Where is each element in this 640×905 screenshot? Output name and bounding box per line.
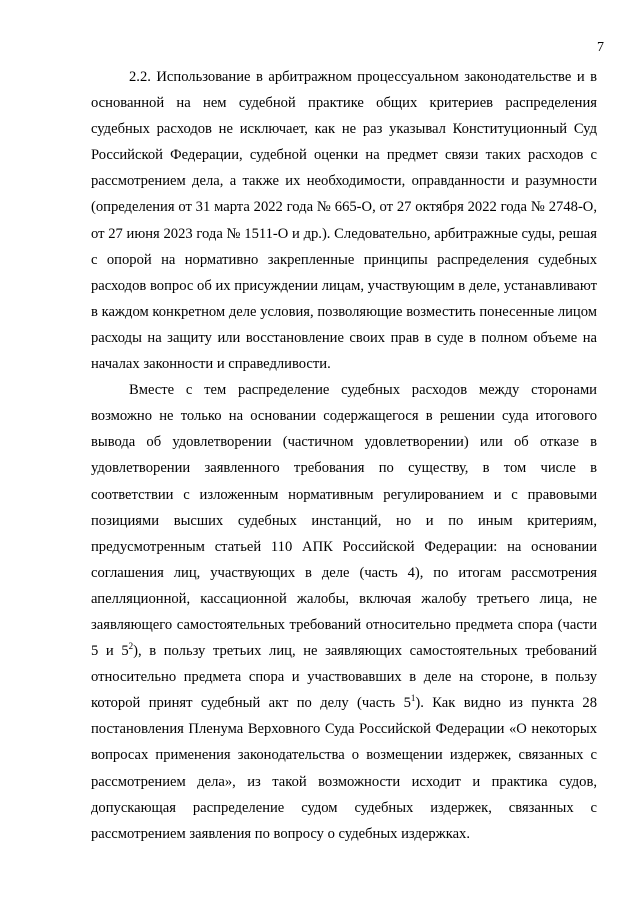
superscript-index: 2 <box>128 641 134 652</box>
document-body <box>91 64 597 847</box>
paragraph-2-2: 2.2. Использование в арбитражном процессуальном законодательстве и в основанной на нем судебной практике общих критериев распределения судебных расходов не исключает, как не раз указывал Конституционный Суд Российской Федерации, судебной оценки на предмет связи таких расходов с рассмотрением дела, а также их необходимости, оправданности и разумности (определения от 31 марта 2022 года № 665-О, от 27 октября 2022 года № 2748-О, от 27 июня 2023 года № 1511-О и др.). Следовательно, арбитражные суды, решая с опорой на нормативно закрепленные принципы распределения судебных расходов вопрос об их присуждении лицам, участвующим в деле, устанавливают в каждом конкретном деле условия, позволяющие возместить понесенные лицом расходы на защиту или восстановление своих прав в суде в полном объеме на началах законности и справедливости. <box>91 69 597 373</box>
superscript-index: 1 <box>410 693 416 704</box>
paragraph-text-part: Вместе с тем распределение судебных расходов между сторонами возможно не только на основании содержащегося в решении суда итогового вывода об удовлетворении (частичном удовлетворении) или об отказе в удовлетворении заявленного требования по существу, в том числе в соответствии с изложенным нормативным регулированием и с правовыми позициями высших судебных инстанций, но и по иным критериям, предусмотренным статьей 110 АПК Российской Федерации: на основании соглашения лиц, участвующих в деле (часть 4), по итогам рассмотрения апелляционной, кассационной жалобы, включая жалобу третьего лица, не заявляющего самостоятельных требований относительно предмета спора (части 5 и 5 <box>91 382 597 660</box>
paragraph-text-part: ). Как видно из пункта 28 постановления Пленума Верховного Суда Российской Федерации «О некоторых вопросах применения законодательства о возмещении издержек, связанных с рассмотрением дела», из такой возможности исходит и практика судов, допускающая распределение судом судебных издержек, связанных с рассмотрением заявления по вопросу о судебных издержках. <box>91 695 598 842</box>
paragraph-text-part: ), в пользу третьих лиц, не заявляющих самостоятельных требований относительно предмета спора и участвовавших в деле на стороне, в пользу которой принят судебный акт по делу (часть 5 <box>91 643 597 712</box>
page-number: 7 <box>597 40 604 55</box>
paragraph-distribution-criteria <box>91 377 597 847</box>
